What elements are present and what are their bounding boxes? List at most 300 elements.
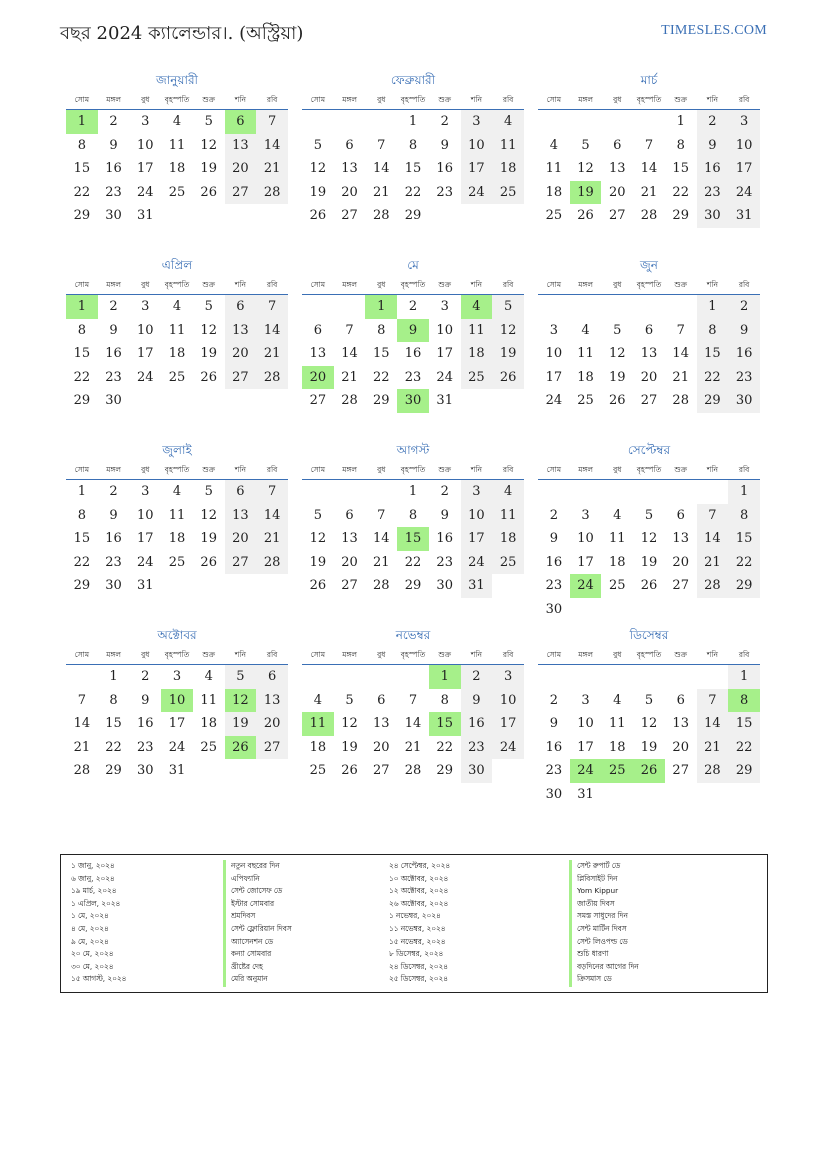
- weekday-label: শনি: [470, 650, 482, 659]
- weekday-label: সোম: [74, 650, 90, 659]
- day-cell: 16: [436, 531, 453, 546]
- day-cell: 2: [440, 114, 449, 129]
- day-cell: 3: [440, 299, 449, 314]
- day-cell: 19: [309, 184, 327, 200]
- day-cell: 10: [577, 716, 594, 731]
- day-cell: 13: [341, 531, 358, 546]
- weekday-label: সোম: [546, 95, 562, 104]
- day-cell: 13: [373, 716, 390, 731]
- day-cell: 14: [256, 134, 288, 158]
- day-cell: 4: [613, 507, 622, 523]
- day-cell: 28: [341, 393, 358, 408]
- day-cell: 2: [109, 299, 118, 314]
- day-cell: 9: [461, 689, 493, 713]
- weekday-label: বুধ: [377, 465, 386, 474]
- weekday-label: শনি: [234, 650, 246, 659]
- weekday-label: বুধ: [613, 465, 622, 474]
- day-cell: 24: [492, 736, 524, 760]
- weekday-header: [538, 274, 760, 295]
- day-cell: 18: [200, 716, 217, 731]
- holiday-day-cell: 20: [302, 366, 334, 390]
- day-cell: 27: [672, 763, 689, 778]
- day-cell: 2: [728, 295, 760, 319]
- day-cell: 27: [640, 393, 658, 408]
- day-cell: 20: [225, 157, 257, 181]
- weekday-label: মঙ্গল: [106, 465, 121, 474]
- day-cell: 14: [256, 504, 288, 528]
- weekday-label: শুক্র: [674, 465, 688, 474]
- day-cell: 7: [256, 480, 288, 504]
- day-cell: 29: [728, 574, 760, 598]
- weekday-label: বৃহস্পতি: [636, 465, 662, 474]
- days-grid: [538, 480, 760, 621]
- brand-link[interactable]: TIMESLES.COM: [661, 23, 767, 38]
- holiday-day-cell: 15: [429, 712, 461, 736]
- weekday-label: শনি: [234, 280, 246, 289]
- weekday-header: [302, 274, 524, 295]
- holiday-day-cell: 19: [570, 181, 602, 205]
- day-cell: 19: [492, 342, 524, 366]
- holiday-day-cell: 24: [570, 574, 602, 598]
- day-cell: 8: [697, 319, 729, 343]
- day-cell: 3: [141, 299, 150, 314]
- day-cell: 11: [577, 346, 594, 361]
- empty-cell: [697, 480, 729, 504]
- day-cell: 20: [341, 554, 358, 570]
- day-cell: 12: [200, 322, 217, 338]
- day-cell: 19: [200, 346, 217, 361]
- weekday-label: সোম: [74, 95, 90, 104]
- day-cell: 27: [672, 578, 689, 593]
- day-cell: 1: [408, 114, 418, 129]
- day-cell: 5: [492, 295, 524, 319]
- holiday-day-cell: 26: [225, 736, 257, 760]
- day-cell: 11: [492, 134, 524, 158]
- day-cell: 19: [341, 739, 358, 755]
- day-cell: 9: [109, 322, 118, 338]
- weekday-label: মঙ্গল: [578, 95, 593, 104]
- month-name: ফেব্রুয়ারী: [390, 73, 436, 87]
- empty-cell: [538, 295, 570, 319]
- weekday-label: রবি: [266, 650, 278, 659]
- day-cell: 9: [440, 507, 449, 523]
- day-cell: 10: [137, 137, 154, 153]
- day-cell: 14: [697, 712, 729, 736]
- weekday-label: বুধ: [141, 280, 150, 289]
- day-cell: 12: [609, 346, 626, 361]
- day-cell: 7: [697, 504, 729, 528]
- day-cell: 21: [697, 551, 729, 575]
- weekday-label: বৃহস্পতি: [636, 650, 662, 659]
- day-cell: 21: [73, 739, 91, 755]
- weekday-label: বুধ: [377, 95, 386, 104]
- month-name: অক্টোবর: [157, 628, 197, 642]
- day-cell: 19: [640, 554, 658, 570]
- empty-cell: [334, 480, 366, 504]
- day-cell: 23: [728, 366, 760, 390]
- holiday-day-cell: 10: [161, 689, 193, 713]
- day-cell: 2: [408, 299, 418, 314]
- day-cell: 29: [73, 208, 91, 223]
- day-cell: 15: [728, 527, 760, 551]
- day-cell: 12: [309, 531, 327, 546]
- day-cell: 29: [105, 763, 122, 778]
- day-cell: 22: [728, 551, 760, 575]
- day-cell: 3: [492, 665, 524, 689]
- day-cell: 10: [492, 689, 524, 713]
- day-cell: 13: [256, 689, 288, 713]
- legend-holiday-name: সমস্ত সাধুদের দিন: [577, 911, 628, 921]
- day-cell: 14: [672, 346, 689, 361]
- day-cell: 20: [672, 554, 689, 570]
- weekday-header: [66, 644, 288, 665]
- day-cell: 11: [168, 507, 186, 523]
- empty-cell: [334, 665, 366, 689]
- day-cell: 28: [672, 393, 689, 408]
- day-cell: 25: [609, 578, 626, 593]
- weekday-label: মঙ্গল: [578, 465, 593, 474]
- weekday-label: শুক্র: [674, 280, 688, 289]
- weekday-label: সোম: [546, 650, 562, 659]
- day-cell: 22: [697, 366, 729, 390]
- weekday-label: বুধ: [613, 650, 622, 659]
- legend-holiday-name: মেরি অনুমান: [231, 974, 268, 984]
- empty-cell: [570, 480, 602, 504]
- days-grid: [302, 295, 524, 413]
- day-cell: 21: [341, 369, 358, 385]
- day-cell: 24: [137, 554, 154, 570]
- day-cell: 5: [204, 484, 213, 499]
- day-cell: 13: [640, 346, 658, 361]
- day-cell: 4: [581, 322, 590, 338]
- day-cell: 26: [200, 184, 217, 200]
- month-name: আগস্ট: [396, 443, 430, 457]
- weekday-label: সোম: [310, 95, 326, 104]
- legend-holiday-name: Yom Kippur: [577, 886, 619, 896]
- weekday-label: বৃহস্পতি: [400, 280, 426, 289]
- weekday-label: বুধ: [141, 95, 150, 104]
- day-cell: 30: [105, 393, 122, 408]
- weekday-label: রবি: [502, 650, 514, 659]
- day-cell: 12: [640, 531, 658, 546]
- day-cell: 27: [341, 208, 358, 223]
- empty-cell: [397, 665, 429, 689]
- day-cell: 23: [105, 184, 122, 200]
- day-cell: 2: [549, 692, 558, 708]
- day-cell: 1: [728, 480, 760, 504]
- day-cell: 5: [581, 137, 590, 153]
- day-cell: 30: [461, 759, 493, 783]
- month-block: [538, 627, 760, 812]
- empty-cell: [601, 110, 633, 134]
- weekday-label: সোম: [546, 465, 562, 474]
- day-cell: 7: [345, 322, 354, 338]
- day-cell: 4: [549, 137, 558, 153]
- day-cell: 20: [256, 712, 288, 736]
- weekday-label: বৃহস্পতি: [164, 280, 190, 289]
- day-cell: 19: [640, 739, 658, 755]
- weekday-label: রবি: [738, 465, 750, 474]
- legend-date: ৪ মে, ২০২৪: [71, 923, 109, 933]
- weekday-label: রবি: [502, 280, 514, 289]
- weekday-label: শুক্র: [202, 280, 216, 289]
- empty-cell: [665, 665, 697, 689]
- day-cell: 20: [225, 342, 257, 366]
- holiday-day-cell: 4: [461, 295, 493, 319]
- day-cell: 7: [377, 137, 386, 153]
- day-cell: 29: [404, 578, 422, 593]
- day-cell: 12: [577, 161, 594, 176]
- day-cell: 8: [77, 137, 86, 153]
- day-cell: 10: [545, 346, 563, 361]
- month-name: মে: [407, 258, 419, 272]
- weekday-label: বুধ: [613, 280, 622, 289]
- day-cell: 30: [137, 763, 154, 778]
- day-cell: 21: [256, 342, 288, 366]
- holiday-day-cell: 8: [728, 689, 760, 713]
- day-cell: 8: [377, 322, 386, 338]
- holiday-day-cell: 25: [601, 759, 633, 783]
- empty-cell: [570, 665, 602, 689]
- day-cell: 18: [168, 531, 186, 546]
- day-cell: 14: [697, 527, 729, 551]
- empty-cell: [665, 480, 697, 504]
- empty-cell: [601, 480, 633, 504]
- legend-names-1: [223, 860, 389, 987]
- day-cell: 8: [728, 504, 760, 528]
- day-cell: 20: [341, 184, 358, 200]
- empty-cell: [538, 665, 570, 689]
- day-cell: 18: [309, 739, 327, 755]
- month-name: মার্চ: [640, 73, 658, 87]
- weekday-label: বৃহস্পতি: [636, 95, 662, 104]
- weekday-label: বুধ: [141, 465, 150, 474]
- holiday-day-cell: 1: [365, 295, 397, 319]
- legend-holiday-name: জাতীয় দিবস: [577, 898, 615, 908]
- day-cell: 6: [313, 322, 322, 338]
- day-cell: 11: [609, 716, 626, 731]
- day-cell: 10: [461, 504, 493, 528]
- day-cell: 18: [577, 369, 594, 385]
- day-cell: 27: [225, 181, 257, 205]
- month-block: [302, 72, 524, 257]
- day-cell: 17: [728, 157, 760, 181]
- day-cell: 7: [676, 322, 685, 338]
- day-cell: 23: [436, 554, 453, 570]
- days-grid: [302, 665, 524, 783]
- day-cell: 7: [644, 137, 654, 153]
- day-cell: 26: [492, 366, 524, 390]
- day-cell: 22: [105, 739, 122, 755]
- day-cell: 23: [697, 181, 729, 205]
- day-cell: 6: [345, 137, 354, 153]
- day-cell: 14: [404, 716, 422, 731]
- day-cell: 14: [373, 161, 390, 176]
- day-cell: 10: [728, 134, 760, 158]
- day-cell: 25: [492, 181, 524, 205]
- day-cell: 17: [545, 369, 563, 385]
- empty-cell: [302, 295, 334, 319]
- day-cell: 3: [581, 507, 590, 523]
- day-cell: 18: [461, 342, 493, 366]
- day-cell: 27: [309, 393, 327, 408]
- weekday-label: বৃহস্পতি: [636, 280, 662, 289]
- day-cell: 20: [672, 739, 689, 755]
- legend-holiday-name: এপিফ্যানি: [231, 873, 260, 883]
- holiday-legend: [60, 854, 768, 993]
- day-cell: 14: [341, 346, 358, 361]
- day-cell: 19: [609, 369, 626, 385]
- weekday-label: শনি: [706, 95, 718, 104]
- empty-cell: [538, 480, 570, 504]
- day-cell: 31: [137, 208, 154, 223]
- weekday-label: শুক্র: [438, 95, 452, 104]
- weekday-label: শনি: [234, 465, 246, 474]
- weekday-label: মঙ্গল: [342, 650, 357, 659]
- day-cell: 17: [436, 346, 453, 361]
- weekday-label: মঙ্গল: [578, 280, 593, 289]
- month-block: [538, 442, 760, 627]
- day-cell: 7: [77, 692, 86, 708]
- day-cell: 15: [105, 716, 122, 731]
- day-cell: 27: [609, 208, 626, 223]
- day-cell: 24: [436, 369, 453, 385]
- weekday-label: রবি: [266, 280, 278, 289]
- day-cell: 22: [672, 184, 689, 200]
- weekday-label: মঙ্গল: [106, 280, 121, 289]
- day-cell: 26: [309, 578, 327, 593]
- day-cell: 18: [168, 161, 186, 176]
- empty-cell: [570, 295, 602, 319]
- day-cell: 30: [105, 578, 122, 593]
- day-cell: 23: [545, 578, 563, 593]
- day-cell: 25: [168, 184, 186, 200]
- day-cell: 30: [697, 204, 729, 228]
- day-cell: 31: [168, 763, 186, 778]
- weekday-header: [302, 459, 524, 480]
- day-cell: 18: [492, 157, 524, 181]
- day-cell: 5: [345, 692, 354, 708]
- day-cell: 22: [73, 369, 91, 385]
- empty-cell: [633, 480, 665, 504]
- day-cell: 6: [225, 480, 257, 504]
- empty-cell: [633, 665, 665, 689]
- day-cell: 3: [461, 110, 493, 134]
- day-cell: 1: [408, 484, 418, 499]
- day-cell: 17: [577, 739, 594, 755]
- empty-cell: [302, 110, 334, 134]
- day-cell: 30: [105, 208, 122, 223]
- weekday-label: শুক্র: [202, 465, 216, 474]
- day-cell: 13: [341, 161, 358, 176]
- day-cell: 4: [204, 669, 213, 684]
- day-cell: 3: [172, 669, 182, 684]
- day-cell: 28: [73, 763, 91, 778]
- days-grid: [66, 295, 288, 413]
- day-cell: 5: [204, 114, 213, 129]
- month-block: [66, 442, 288, 627]
- weekday-label: শুক্র: [202, 95, 216, 104]
- weekday-label: শুক্র: [674, 650, 688, 659]
- day-cell: 29: [697, 389, 729, 413]
- day-cell: 11: [492, 504, 524, 528]
- month-name: জুন: [640, 258, 658, 272]
- weekday-label: বৃহস্পতি: [164, 465, 190, 474]
- legend-date: ১ নভেম্বর, ২০২৪: [389, 911, 441, 921]
- day-cell: 12: [492, 319, 524, 343]
- legend-holiday-name: প্লিবিসাইট দিন: [577, 873, 618, 883]
- weekday-label: শনি: [706, 280, 718, 289]
- weekday-header: [66, 459, 288, 480]
- day-cell: 23: [436, 184, 453, 200]
- days-grid: [538, 110, 760, 228]
- day-cell: 3: [141, 484, 150, 499]
- day-cell: 16: [728, 342, 760, 366]
- day-cell: 19: [200, 161, 217, 176]
- day-cell: 18: [545, 184, 563, 200]
- day-cell: 22: [404, 184, 422, 200]
- day-cell: 5: [644, 507, 654, 523]
- legend-holiday-name: শ্রমদিবস: [231, 911, 256, 921]
- day-cell: 25: [168, 369, 186, 385]
- legend-date: ১ মে, ২০২৪: [71, 911, 109, 921]
- day-cell: 29: [728, 759, 760, 783]
- legend-holiday-name: খ্রীষ্টের দেহ: [231, 961, 263, 971]
- legend-holiday-name: ইস্টার সোমবার: [231, 898, 275, 908]
- weekday-header: [66, 89, 288, 110]
- day-cell: 15: [697, 342, 729, 366]
- legend-date: ১৯ মার্চ, ২০২৪: [71, 886, 117, 896]
- legend-holiday-name: সেন্ট জোসেফ ডে: [231, 886, 283, 896]
- day-cell: 15: [73, 161, 91, 176]
- day-cell: 25: [168, 554, 186, 570]
- day-cell: 26: [577, 208, 594, 223]
- day-cell: 16: [436, 161, 453, 176]
- day-cell: 25: [309, 763, 327, 778]
- day-cell: 9: [109, 137, 118, 153]
- day-cell: 17: [137, 346, 154, 361]
- day-cell: 17: [461, 157, 493, 181]
- day-cell: 15: [672, 161, 689, 176]
- holiday-day-cell: 1: [429, 665, 461, 689]
- day-cell: 28: [404, 763, 422, 778]
- weekday-label: বৃহস্পতি: [400, 650, 426, 659]
- day-cell: 1: [728, 665, 760, 689]
- day-cell: 14: [640, 161, 658, 176]
- weekday-label: রবি: [502, 95, 514, 104]
- day-cell: 28: [640, 208, 658, 223]
- day-cell: 22: [404, 554, 422, 570]
- days-grid: [302, 110, 524, 228]
- days-grid: [66, 480, 288, 598]
- days-grid: [66, 110, 288, 228]
- day-cell: 26: [200, 554, 217, 570]
- day-cell: 21: [697, 736, 729, 760]
- weekday-label: মঙ্গল: [342, 95, 357, 104]
- months-grid: [66, 72, 760, 812]
- weekday-label: সোম: [74, 280, 90, 289]
- day-cell: 6: [613, 137, 622, 153]
- day-cell: 23: [105, 369, 122, 385]
- weekday-label: বৃহস্পতি: [400, 465, 426, 474]
- day-cell: 9: [549, 716, 558, 731]
- day-cell: 2: [697, 110, 729, 134]
- weekday-label: শুক্র: [438, 280, 452, 289]
- holiday-day-cell: 1: [66, 295, 98, 319]
- legend-holiday-name: কন্যা সোমবার: [231, 949, 272, 959]
- day-cell: 27: [341, 578, 358, 593]
- weekday-label: শুক্র: [438, 650, 452, 659]
